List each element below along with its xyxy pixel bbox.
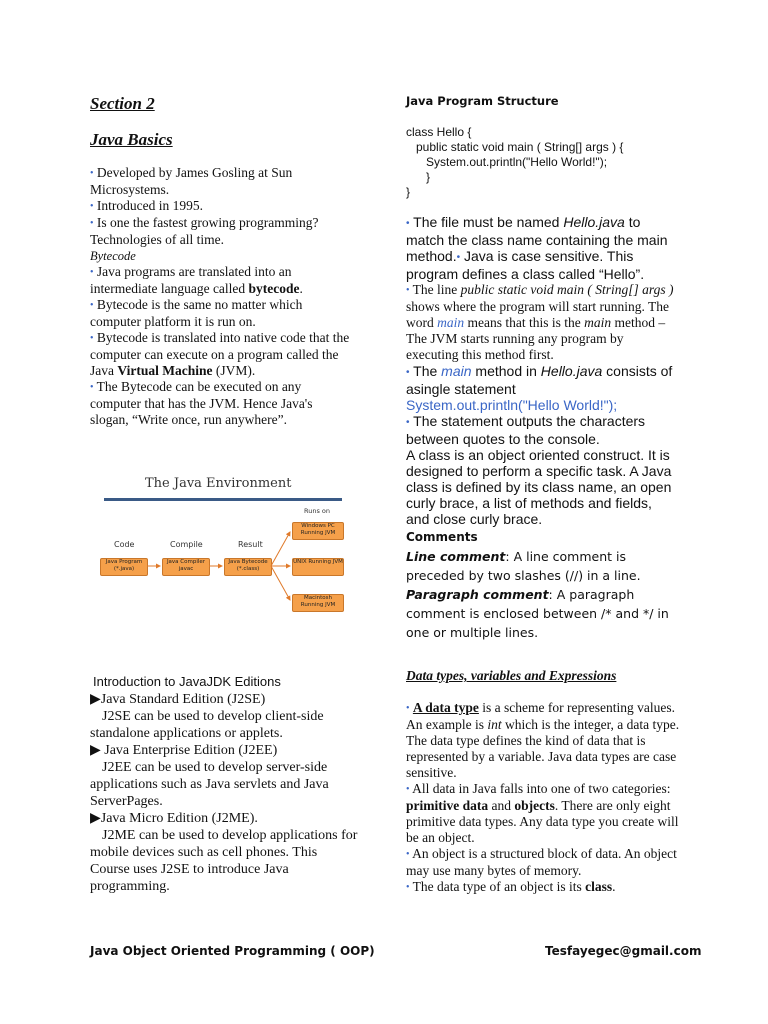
java-program-box: Java Program (*.java) <box>100 558 148 576</box>
line-comment: Line comment: A line comment is preceded by two slashes (//) in a line. <box>406 549 641 583</box>
bullet-icon: • <box>90 218 94 229</box>
runs-on-label: Runs on <box>304 507 331 515</box>
footer-email: Tesfayegec@gmail.com <box>545 944 702 958</box>
arrow-icon <box>271 532 290 566</box>
code-line: } <box>406 170 431 184</box>
java-bytecode-box: Java Bytecode (*.class) <box>224 558 272 576</box>
bullet-item: • Bytecode is translated into native code that the computer can execute on a program called the Java Virtual Machine (JVM). <box>90 330 350 378</box>
comments-title: Comments <box>406 530 478 544</box>
file-name-paragraph: • The file must be named Hello.java to match the class name containing the main method.• Java is case sensitive. This program defines a class called “Hello”. <box>406 214 668 282</box>
code-label: Code <box>114 540 135 549</box>
j2se-title: ▶Java Standard Edition (J2SE) <box>90 692 266 707</box>
bullet-icon: • <box>90 333 94 344</box>
j2me-text: J2ME can be used to develop applications for mobile devices such as cell phones. This Course uses J2SE to introduce Java programming. <box>90 828 358 894</box>
code-block <box>406 125 623 200</box>
editions-list <box>90 691 358 895</box>
bullet-icon: • <box>406 285 410 296</box>
println-statement: System.out.println("Hello World!"); <box>406 397 618 413</box>
bytecode-heading: Bytecode <box>90 249 136 263</box>
bullet-item: • Developed by James Gosling at Sun Microsystems. <box>90 165 293 197</box>
main-method-paragraph: • The main method in Hello.java consists of asingle statement <box>406 363 673 397</box>
section-heading: Section 2 <box>90 94 155 113</box>
java-compiler-box: Java Compiler javac <box>162 558 210 576</box>
intro-bullets <box>90 165 352 428</box>
datatypes-body <box>406 700 680 896</box>
datatype-definition: • A data type is a scheme for representing values. An example is int which is the integer, a data type. <box>406 700 680 732</box>
arrow-icon <box>271 566 290 600</box>
compile-label: Compile <box>170 540 203 549</box>
java-environment-diagram <box>100 470 345 620</box>
statement-paragraph: • The statement outputs the characters between quotes to the console. <box>406 413 646 447</box>
bullet-icon: • <box>90 168 94 179</box>
unix-box: UNIX Running JVM <box>292 558 344 576</box>
bullet-icon: • <box>90 267 94 278</box>
code-line: public static void main ( String[] args ) { <box>406 140 624 154</box>
bullet-icon: • <box>406 849 410 860</box>
bullet-icon: • <box>406 784 410 795</box>
bullet-icon: • <box>90 201 94 212</box>
bullet-item: • Introduced in 1995. <box>90 198 203 213</box>
bullet-icon: • <box>406 417 410 428</box>
macintosh-box: Macintosh Running JVM <box>292 594 344 612</box>
diagram-title: The Java Environment <box>145 476 292 491</box>
bullet-item: • Is one the fastest growing programming? Technologies of all time. <box>90 215 319 247</box>
j2me-title: ▶Java Micro Edition (J2ME). <box>90 811 258 826</box>
editions-title: Introduction to JavaJDK Editions <box>93 674 281 689</box>
datatypes-title: Data types, variables and Expressions <box>406 668 617 683</box>
j2ee-title: ▶ Java Enterprise Edition (J2EE) <box>90 743 278 758</box>
datatype-categories: • All data in Java falls into one of two categories: primitive data and objects. There are only eight primitive data types. Any data type you create will be an object. <box>406 781 679 845</box>
windows-pc-box: Windows PC Running JVM <box>292 522 344 540</box>
datatype-object: • An object is a structured block of data. An object may use many bytes of memory. <box>406 846 677 878</box>
bullet-item: • Java programs are translated into an intermediate language called bytecode. <box>90 264 303 296</box>
code-line: System.out.println("Hello World!"); <box>406 155 608 169</box>
comments-body <box>406 547 678 642</box>
datatype-class: • The data type of an object is its class. <box>406 879 616 894</box>
bullet-item: • Bytecode is the same no matter which computer platform it is run on. <box>90 297 303 329</box>
result-label: Result <box>238 540 263 549</box>
main-line-paragraph: • The line public static void main ( String[] args ) <box>406 282 674 297</box>
structure-body <box>406 214 678 642</box>
paragraph-comment: Paragraph comment: A paragraph comment is enclosed between /* and */ in one or multiple lines. <box>406 587 669 640</box>
code-line: } <box>406 185 411 199</box>
datatype-defines: The data type defines the kind of data that is represented by a variable. Java data types are case sensitive. <box>406 733 677 780</box>
j2ee-text: J2EE can be used to develop server-side applications such as Java servlets and Java ServerPages. <box>90 760 329 809</box>
diagram-arrows <box>100 470 345 620</box>
j2se-text: J2SE can be used to develop client-side standalone applications or applets. <box>90 709 324 741</box>
bullet-icon: • <box>90 300 94 311</box>
footer-left: Java Object Oriented Programming ( OOP) <box>90 944 375 958</box>
bullet-icon: • <box>406 882 410 893</box>
code-line: class Hello { <box>406 125 472 139</box>
page-title: Java Basics <box>90 130 173 149</box>
bullet-icon: • <box>406 218 410 229</box>
bullet-icon: • <box>406 367 410 378</box>
bullet-icon: • <box>406 703 410 714</box>
bullet-icon: • <box>456 252 461 263</box>
main-explain: shows where the program will start running. The word main means that this is the main method – The JVM starts running any program by executing this method first. <box>406 299 669 362</box>
bullet-icon: • <box>90 382 94 393</box>
class-description: A class is an object oriented construct. It is designed to perform a specific task. A Java class is defined by its class name, an open curly brace, a list of methods and fields, and close curly brace. <box>406 447 672 527</box>
bullet-item: • The Bytecode can be executed on any computer that has the JVM. Hence Java's slogan, “Write once, run anywhere”. <box>90 379 313 427</box>
structure-title: Java Program Structure <box>406 94 559 108</box>
